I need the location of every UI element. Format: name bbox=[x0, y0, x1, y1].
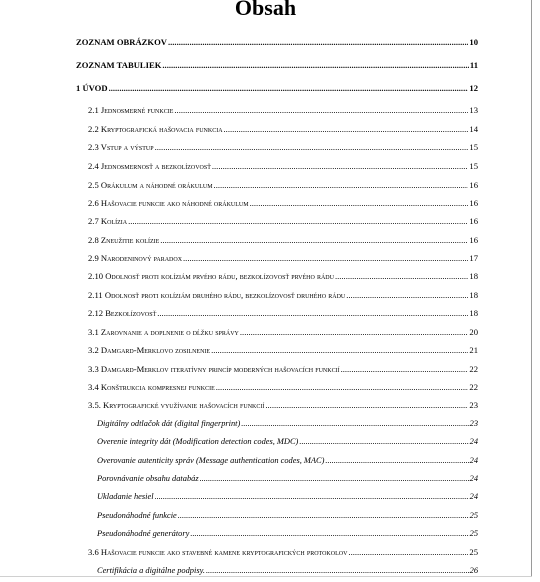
toc-entry-title: 3.1 Zarovnanie a doplnenie o dĺžku správy bbox=[88, 327, 239, 337]
toc-entry-title: 3.6 Hašovacie funkcie ako stavebné kamene kryptografických protokolov bbox=[88, 547, 348, 557]
toc-entry-page-number: 26 bbox=[469, 566, 478, 575]
toc-entry[interactable] bbox=[88, 160, 478, 172]
toc-dot-leader bbox=[240, 326, 469, 338]
toc-entry-title: Pseudonáhodné funkcie bbox=[97, 511, 177, 520]
toc-entry-page-number: 13 bbox=[469, 105, 478, 115]
toc-entry[interactable] bbox=[88, 179, 478, 191]
toc-entry-title: 2.6 Hašovacie funkcie ako náhodné orákulum bbox=[88, 198, 249, 208]
toc-dot-leader bbox=[160, 234, 468, 246]
toc-entry-page-number: 11 bbox=[469, 60, 478, 70]
toc-entry-title: ZOZNAM OBRÁZKOV bbox=[76, 37, 167, 47]
toc-entry-title: Pseudonáhodné generátory bbox=[97, 529, 190, 538]
toc-entry-page-number: 16 bbox=[469, 198, 478, 208]
toc-entry[interactable] bbox=[88, 104, 478, 116]
toc-dot-leader bbox=[128, 215, 468, 227]
toc-entry[interactable] bbox=[97, 565, 478, 576]
toc-entry[interactable] bbox=[88, 252, 478, 264]
toc-dot-leader bbox=[168, 36, 468, 48]
toc-entry-title: 3.5. Kryptografické využívanie hašovacích funkcií bbox=[88, 400, 265, 410]
toc-entry[interactable] bbox=[88, 363, 478, 375]
toc-dot-leader bbox=[241, 418, 468, 430]
toc-entry-title: 2.10 Odolnosť proti kolíziám prvého rádu, bezkolízovosť prvého rádu bbox=[88, 271, 334, 281]
toc-dot-leader bbox=[250, 197, 469, 209]
toc-entry[interactable] bbox=[97, 473, 478, 485]
toc-entry[interactable] bbox=[88, 326, 478, 338]
toc-entry-page-number: 23 bbox=[469, 400, 478, 410]
toc-dot-leader bbox=[335, 270, 468, 282]
toc-entry[interactable] bbox=[97, 491, 478, 503]
toc-entry-title: 2.4 Jednosmernosť a bezkolízovosť bbox=[88, 161, 211, 171]
toc-dot-leader bbox=[325, 455, 468, 467]
toc-entry[interactable] bbox=[76, 36, 478, 48]
toc-entry[interactable] bbox=[88, 197, 478, 209]
document-title: Obsah bbox=[234, 0, 297, 20]
toc-dot-leader bbox=[214, 179, 469, 191]
toc-entry-title: 2.12 Bezkolízovosť bbox=[88, 308, 157, 318]
toc-entry-page-number: 17 bbox=[469, 253, 478, 263]
toc-entry-page-number: 18 bbox=[469, 308, 478, 318]
toc-dot-leader bbox=[157, 307, 468, 319]
window-gutter bbox=[532, 0, 540, 582]
toc-entry-page-number: 18 bbox=[469, 290, 478, 300]
toc-entry-page-number: 16 bbox=[469, 235, 478, 245]
toc-entry-title: Overenie integrity dát (Modification detection codes, MDC) bbox=[97, 437, 299, 446]
toc-dot-leader bbox=[155, 141, 469, 153]
toc-dot-leader bbox=[190, 528, 468, 540]
toc-entry-title: Digitálny odtlačok dát (digital fingerprint) bbox=[97, 419, 241, 428]
toc-entry-page-number: 24 bbox=[469, 437, 478, 446]
toc-entry-title: 2.3 Vstup a výstup bbox=[88, 142, 154, 152]
toc-dot-leader bbox=[183, 252, 468, 264]
toc-dot-leader bbox=[212, 160, 469, 172]
toc-dot-leader bbox=[348, 546, 468, 558]
toc-entry[interactable] bbox=[97, 510, 478, 522]
toc-entry-title: Overovanie autenticity správ (Message authentication codes, MAC) bbox=[97, 456, 325, 465]
toc-entry-page-number: 24 bbox=[469, 492, 478, 501]
toc-entry-title: 2.1 Jednosmerné funkcie bbox=[88, 105, 174, 115]
toc-entry[interactable] bbox=[88, 399, 478, 411]
toc-entry-title: Porovnávanie obsahu databáz bbox=[97, 474, 199, 483]
toc-entry-page-number: 22 bbox=[469, 382, 478, 392]
toc-entry[interactable] bbox=[97, 436, 478, 448]
toc-entry-title: 3.4 Konštrukcia kompresnej funkcie bbox=[88, 382, 215, 392]
toc-dot-leader bbox=[155, 491, 469, 503]
toc-entry-title: Ukladanie hesiel bbox=[97, 492, 154, 501]
toc-entry-page-number: 14 bbox=[469, 124, 478, 134]
toc-entry[interactable] bbox=[97, 455, 478, 467]
toc-entry-page-number: 25 bbox=[469, 529, 478, 538]
toc-entry-page-number: 21 bbox=[469, 345, 478, 355]
toc-entry[interactable] bbox=[97, 418, 478, 430]
toc-entry-page-number: 15 bbox=[469, 142, 478, 152]
toc-entry[interactable] bbox=[88, 123, 478, 135]
toc-dot-leader bbox=[162, 59, 468, 71]
toc-entry-title: ZOZNAM TABULIEK bbox=[76, 60, 162, 70]
toc-dot-leader bbox=[174, 104, 468, 116]
toc-entry-page-number: 25 bbox=[469, 547, 478, 557]
toc-dot-leader bbox=[109, 82, 469, 94]
toc-entry-page-number: 16 bbox=[469, 180, 478, 190]
toc-dot-leader bbox=[200, 473, 469, 485]
toc-entry-page-number: 15 bbox=[469, 161, 478, 171]
toc-dot-leader bbox=[341, 363, 469, 375]
toc-entry-page-number: 24 bbox=[469, 456, 478, 465]
toc-entry[interactable] bbox=[88, 344, 478, 356]
toc-entry-title: Certifikácia a digitálne podpisy. bbox=[97, 566, 205, 575]
toc-entry-title: 3.3 Damgard-Merklov iteratívny princíp moderných hašovacích funkcií bbox=[88, 364, 340, 374]
toc-dot-leader bbox=[178, 510, 469, 522]
toc-entry-title: 2.11 Odolnosť proti kolíziám druhého rádu, bezkolízovosť druhého rádu bbox=[88, 290, 346, 300]
toc-entry-page-number: 22 bbox=[469, 364, 478, 374]
toc-dot-leader bbox=[346, 289, 468, 301]
toc-dot-leader bbox=[265, 399, 468, 411]
toc-entry-page-number: 12 bbox=[469, 83, 478, 93]
toc-entry[interactable] bbox=[88, 234, 478, 246]
toc-entry-page-number: 23 bbox=[469, 419, 478, 428]
toc-entry-page-number: 20 bbox=[469, 327, 478, 337]
toc-entry[interactable] bbox=[88, 381, 478, 393]
toc-entry[interactable] bbox=[88, 215, 478, 227]
toc-entry-page-number: 25 bbox=[469, 511, 478, 520]
toc-entry[interactable] bbox=[76, 59, 478, 71]
toc-entry[interactable] bbox=[88, 546, 478, 558]
toc-entry[interactable] bbox=[88, 141, 478, 153]
toc-entry-title: 2.5 Orákulum a náhodné orákulum bbox=[88, 180, 213, 190]
toc-entry[interactable] bbox=[76, 82, 478, 94]
toc-entry-page-number: 24 bbox=[469, 474, 478, 483]
toc-entry[interactable] bbox=[97, 528, 478, 540]
page-bottom-border bbox=[0, 576, 532, 582]
toc-dot-leader bbox=[216, 381, 469, 393]
toc-entry[interactable] bbox=[88, 307, 478, 319]
toc-entry-title: 3.2 Damgard-Merklovo zosilnenie bbox=[88, 345, 211, 355]
toc-dot-leader bbox=[224, 123, 469, 135]
toc-entry-title: 2.9 Narodeninový paradox bbox=[88, 253, 183, 263]
toc-entry[interactable] bbox=[88, 270, 478, 282]
toc-entry-page-number: 18 bbox=[469, 271, 478, 281]
toc-dot-leader bbox=[206, 565, 469, 576]
toc-dot-leader bbox=[299, 436, 468, 448]
toc-entry-title: 1 ÚVOD bbox=[76, 83, 108, 93]
toc-entry-title: 2.2 Kryptografická hašovacia funkcia bbox=[88, 124, 223, 134]
toc-entry-title: 2.8 Zneužitie kolízie bbox=[88, 235, 160, 245]
toc-dot-leader bbox=[211, 344, 468, 356]
toc-entry-page-number: 16 bbox=[469, 216, 478, 226]
toc-entry-title: 2.7 Kolízia bbox=[88, 216, 128, 226]
toc-entry[interactable] bbox=[88, 289, 478, 301]
toc-entry-page-number: 10 bbox=[469, 37, 478, 47]
